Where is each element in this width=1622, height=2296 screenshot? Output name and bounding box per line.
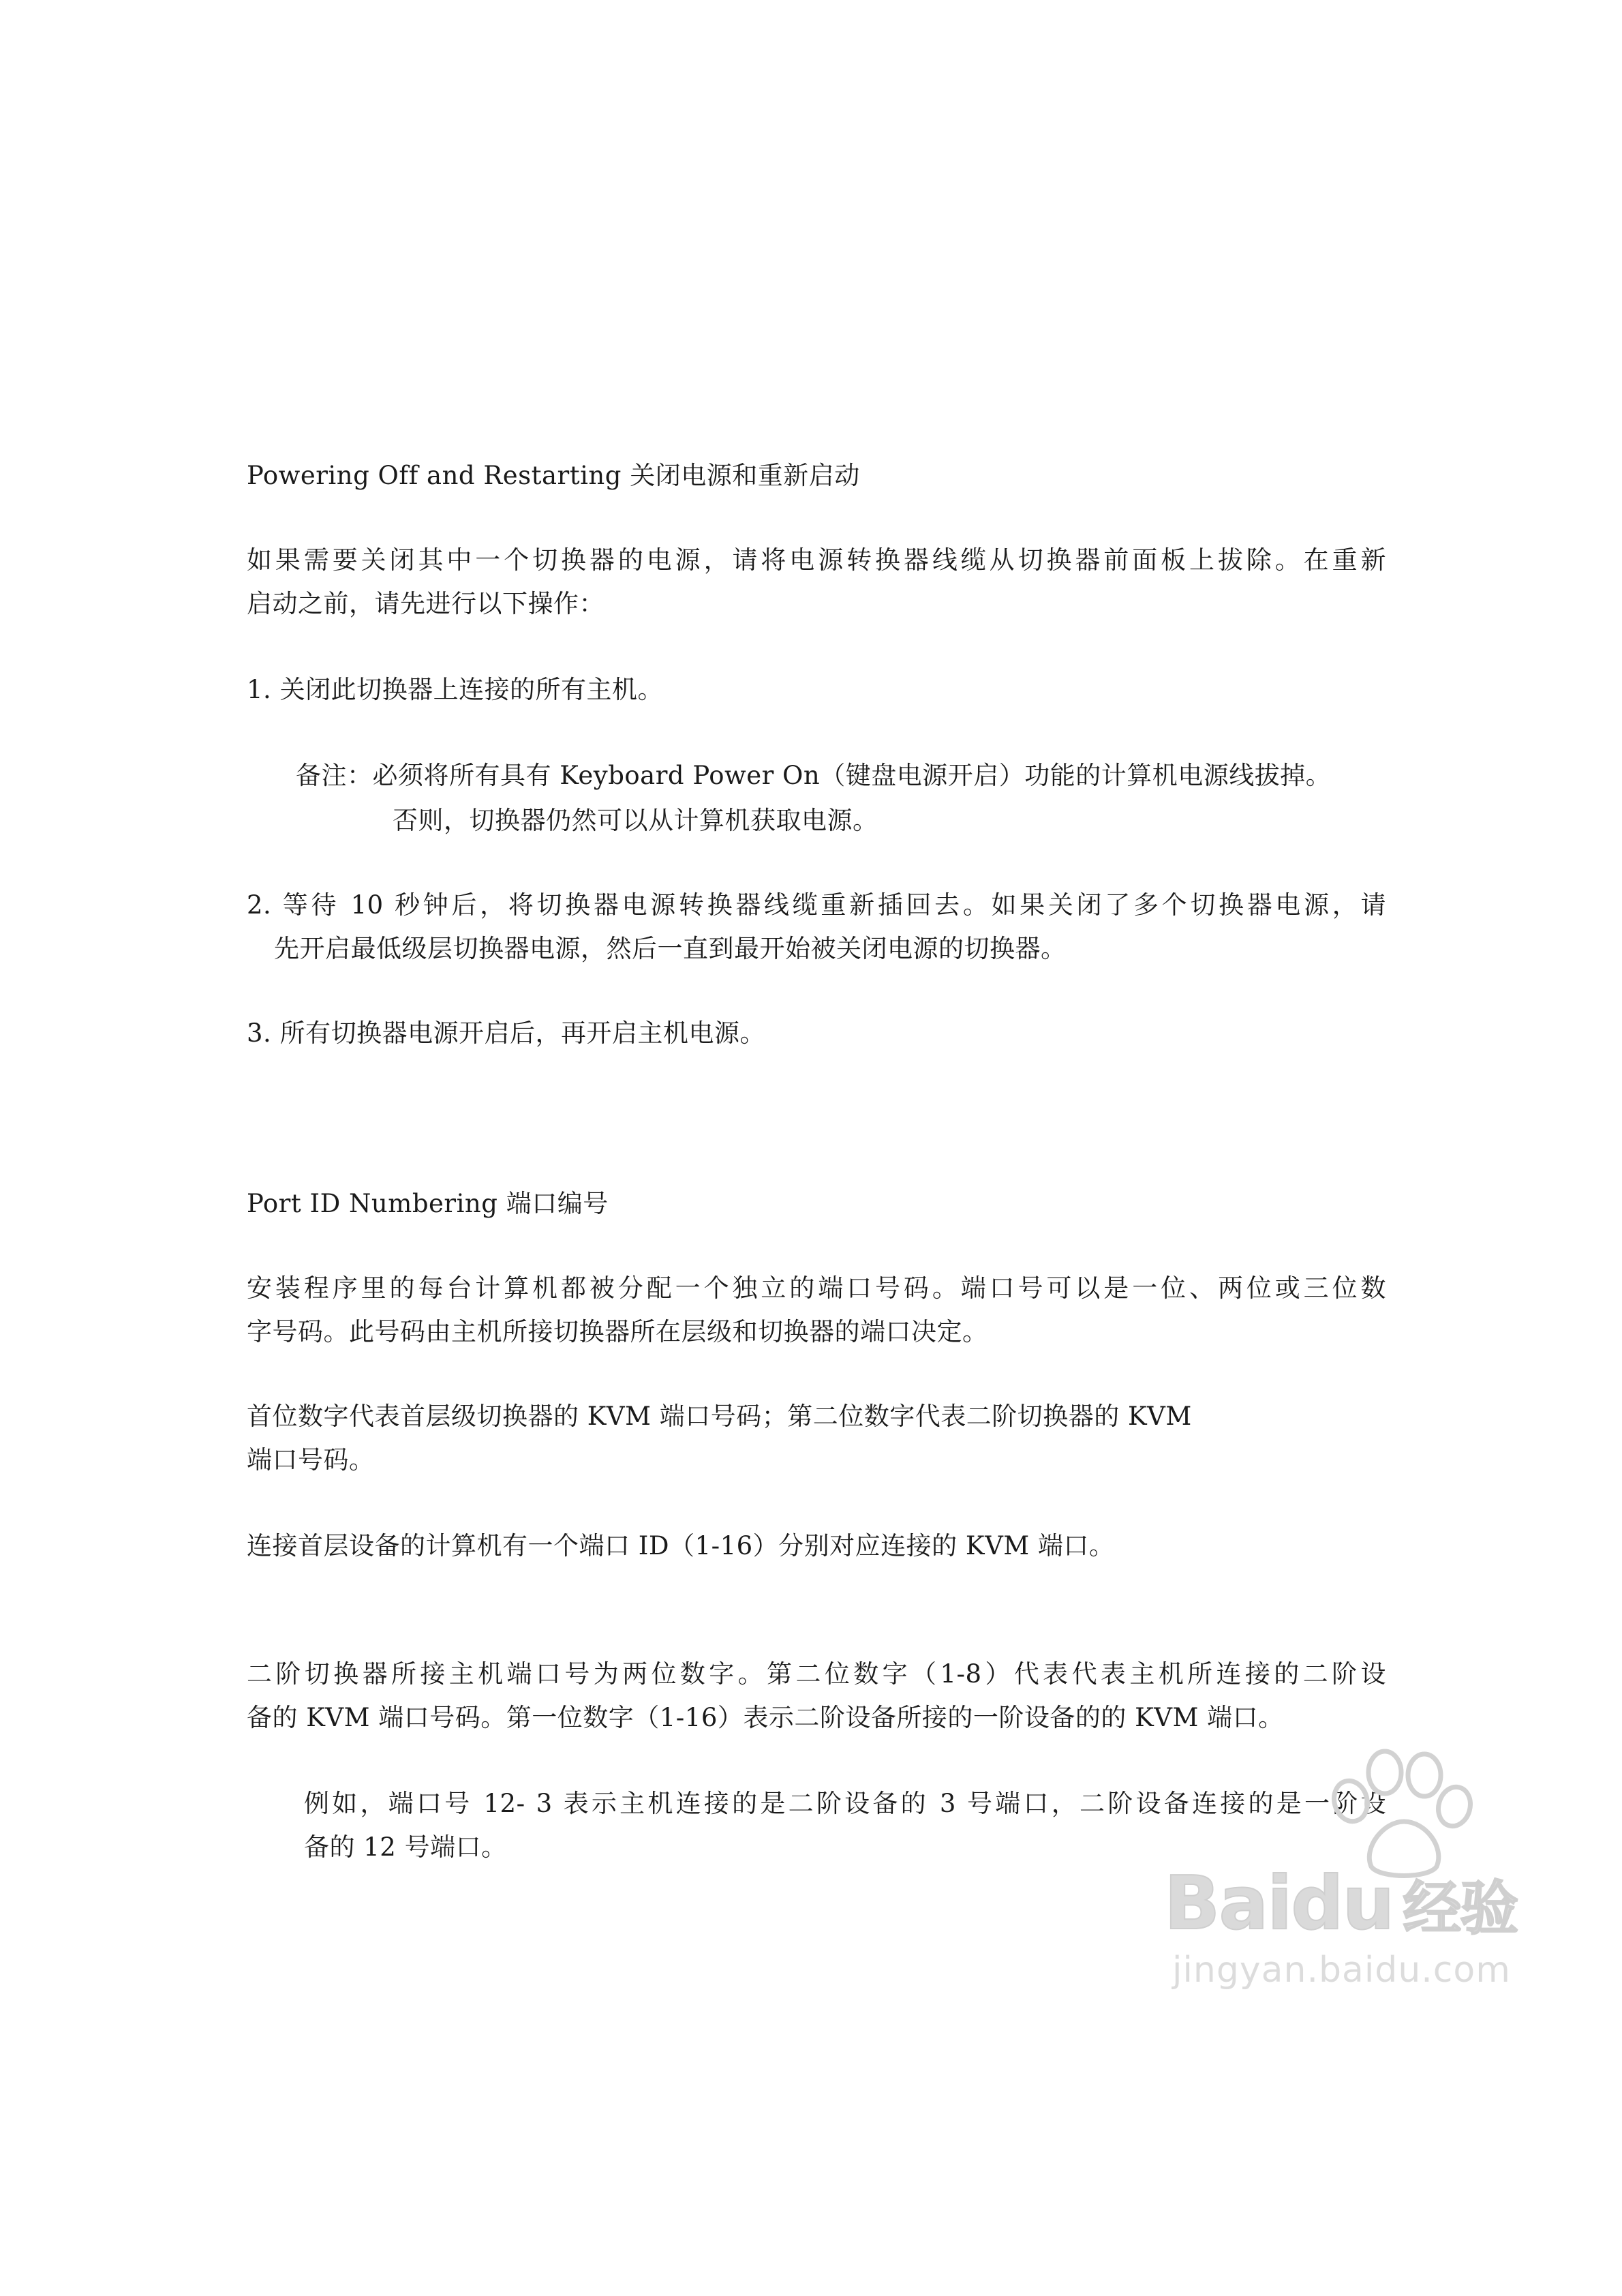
watermark-url: jingyan.baidu.com bbox=[1172, 1950, 1511, 1991]
section-heading-port-id: Port ID Numbering 端口编号 bbox=[247, 1189, 609, 1218]
step-2-line-1: 2. 等待 10 秒钟后，将切换器电源转换器线缆重新插回去。如果关闭了多个切换器电源，请 bbox=[247, 890, 1386, 920]
example-line-2: 备的 12 号端口。 bbox=[304, 1832, 507, 1862]
port-paragraph-2-line-1: 首位数字代表首层级切换器的 KVM 端口号码；第二位数字代表二阶切换器的 KVM bbox=[247, 1402, 1192, 1431]
port-paragraph-4-line-2: 备的 KVM 端口号码。第一位数字（1-16）表示二阶设备所接的一阶设备的的 KVM 端口。 bbox=[247, 1703, 1284, 1732]
port-paragraph-1-line-2: 字号码。此号码由主机所接切换器所在层级和切换器的端口决定。 bbox=[247, 1317, 988, 1346]
step-2-line-2: 先开启最低级层切换器电源，然后一直到最开始被关闭电源的切换器。 bbox=[274, 934, 1067, 963]
port-paragraph-2-line-2: 端口号码。 bbox=[247, 1445, 375, 1475]
intro-paragraph-line-1: 如果需要关闭其中一个切换器的电源，请将电源转换器线缆从切换器前面板上拔除。在重新 bbox=[247, 545, 1386, 575]
section-heading-power: Powering Off and Restarting 关闭电源和重新启动 bbox=[247, 461, 860, 490]
port-paragraph-1-line-1: 安装程序里的每台计算机都被分配一个独立的端口号码。端口号可以是一位、两位或三位数 bbox=[247, 1273, 1386, 1303]
example-line-1: 例如，端口号 12- 3 表示主机连接的是二阶设备的 3 号端口，二阶设备连接的是一阶设 bbox=[304, 1789, 1386, 1818]
note-line-2: 否则，切换器仍然可以从计算机获取电源。 bbox=[393, 806, 878, 835]
watermark-logo: Baidu 经验 bbox=[1164, 1861, 1518, 1946]
step-3: 3. 所有切换器电源开启后，再开启主机电源。 bbox=[247, 1018, 766, 1048]
baidu-jingyan-watermark bbox=[1152, 1745, 1533, 2004]
step-1: 1. 关闭此切换器上连接的所有主机。 bbox=[247, 675, 664, 704]
port-paragraph-4-line-1: 二阶切换器所接主机端口号为两位数字。第二位数字（1-8）代表代表主机所连接的二阶设 bbox=[247, 1659, 1386, 1689]
note-line-1: 备注：必须将所有具有 Keyboard Power On（键盘电源开启）功能的计算机电源线拔掉。 bbox=[296, 761, 1332, 790]
port-paragraph-3: 连接首层设备的计算机有一个端口 ID（1-16）分别对应连接的 KVM 端口。 bbox=[247, 1531, 1115, 1560]
intro-paragraph-line-2: 启动之前，请先进行以下操作： bbox=[247, 589, 605, 618]
